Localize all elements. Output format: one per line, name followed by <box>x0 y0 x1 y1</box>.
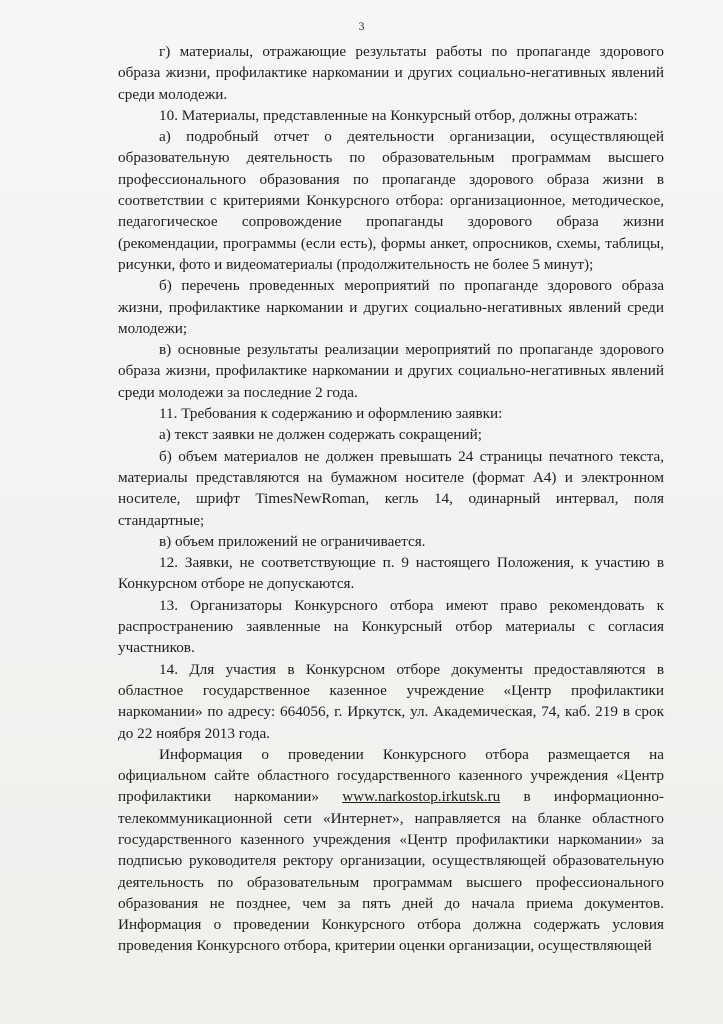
paragraph-info <box>118 744 664 957</box>
paragraph-item-11: 11. Требования к содержанию и оформлению заявки: <box>159 405 503 423</box>
paragraph-item-10b: б) перечень проведенных мероприятий по пропаганде здорового образа жизни, профилактике наркомании и других социально-негативных явлений среди молодежи; <box>118 277 664 337</box>
paragraph-item-11b: б) объем материалов не должен превышать 24 страницы печатного текста, материалы представляются на бумажном носителе (формат А4) и электронном носителе, шрифт TimesNewRoman, кегль 14, одинарный интервал, поля стандартные; <box>118 447 664 529</box>
paragraph-item-12: 12. Заявки, не соответствующие п. 9 настоящего Положения, к участию в Конкурсном отборе не допускаются. <box>118 554 664 593</box>
paragraph-item-10v: в) основные результаты реализации мероприятий по пропаганде здорового образа жизни, профилактике наркомании и других социально-негативных явлений среди молодежи за последние 2 года. <box>118 341 664 401</box>
info-text-start: Информация о проведении Конкурсного отбора размещается на официальном сайте областного государственного казенного учреждения «Центр профилактики наркомании» <box>118 745 664 806</box>
info-text-end: в информационно-телекоммуникационной сети «Интернет», направляется на бланке областного государственного казенного учреждения «Центр профилактики наркомании» за подписью руководителя ректору организации, осуществляющей образовательную деятельность по образовательным программам высшего профессионального образования не позднее, чем за пять дней до начала приема документов. Информация о проведении Конкурсного отбора должна содержать условия проведения Конкурсного отбора, критерии оценки организации, осуществляющей <box>118 788 664 955</box>
website-link[interactable]: www.narkostop.irkutsk.ru <box>342 788 501 806</box>
paragraph-item-10: 10. Материалы, представленные на Конкурсный отбор, должны отражать: <box>159 106 638 124</box>
paragraph-materials-results: г) материалы, отражающие результаты работы по пропаганде здорового образа жизни, профилактике наркомании и других социально-негативных явлений среди молодежи. <box>118 43 664 103</box>
paragraph-item-13: 13. Организаторы Конкурсного отбора имеют право рекомендовать к распространению заявленные на Конкурсный отбор материалы с согласия участников. <box>118 596 664 657</box>
paragraph-item-10a: а) подробный отчет о деятельности организации, осуществляющей образовательную деятельность по образовательным программам высшего профессионального образования по пропаганде здорового образа жизни в соответствии с критериями Конкурсного отбора: организационное, методическое, педагогическое сопровождение пропаганды здорового образа жизни (рекомендации, программы (если есть), формы анкет, опросников, схемы, таблицы, рисунки, фото и видеоматериалы (продолжительность не более 5 минут); <box>118 128 664 273</box>
document-body <box>118 41 664 957</box>
paragraph-item-14: 14. Для участия в Конкурсном отборе документы предоставляются в областное государственное казенное учреждение «Центр профилактики наркомании» по адресу: 664056, г. Иркутск, ул. Академическая, 74, каб. 219 в срок до 22 ноября 2013 года. <box>118 660 664 742</box>
paragraph-item-11v: в) объем приложений не ограничивается. <box>159 532 426 550</box>
paragraph-item-11a: а) текст заявки не должен содержать сокращений; <box>159 426 482 444</box>
page-number: 3 <box>358 19 365 33</box>
